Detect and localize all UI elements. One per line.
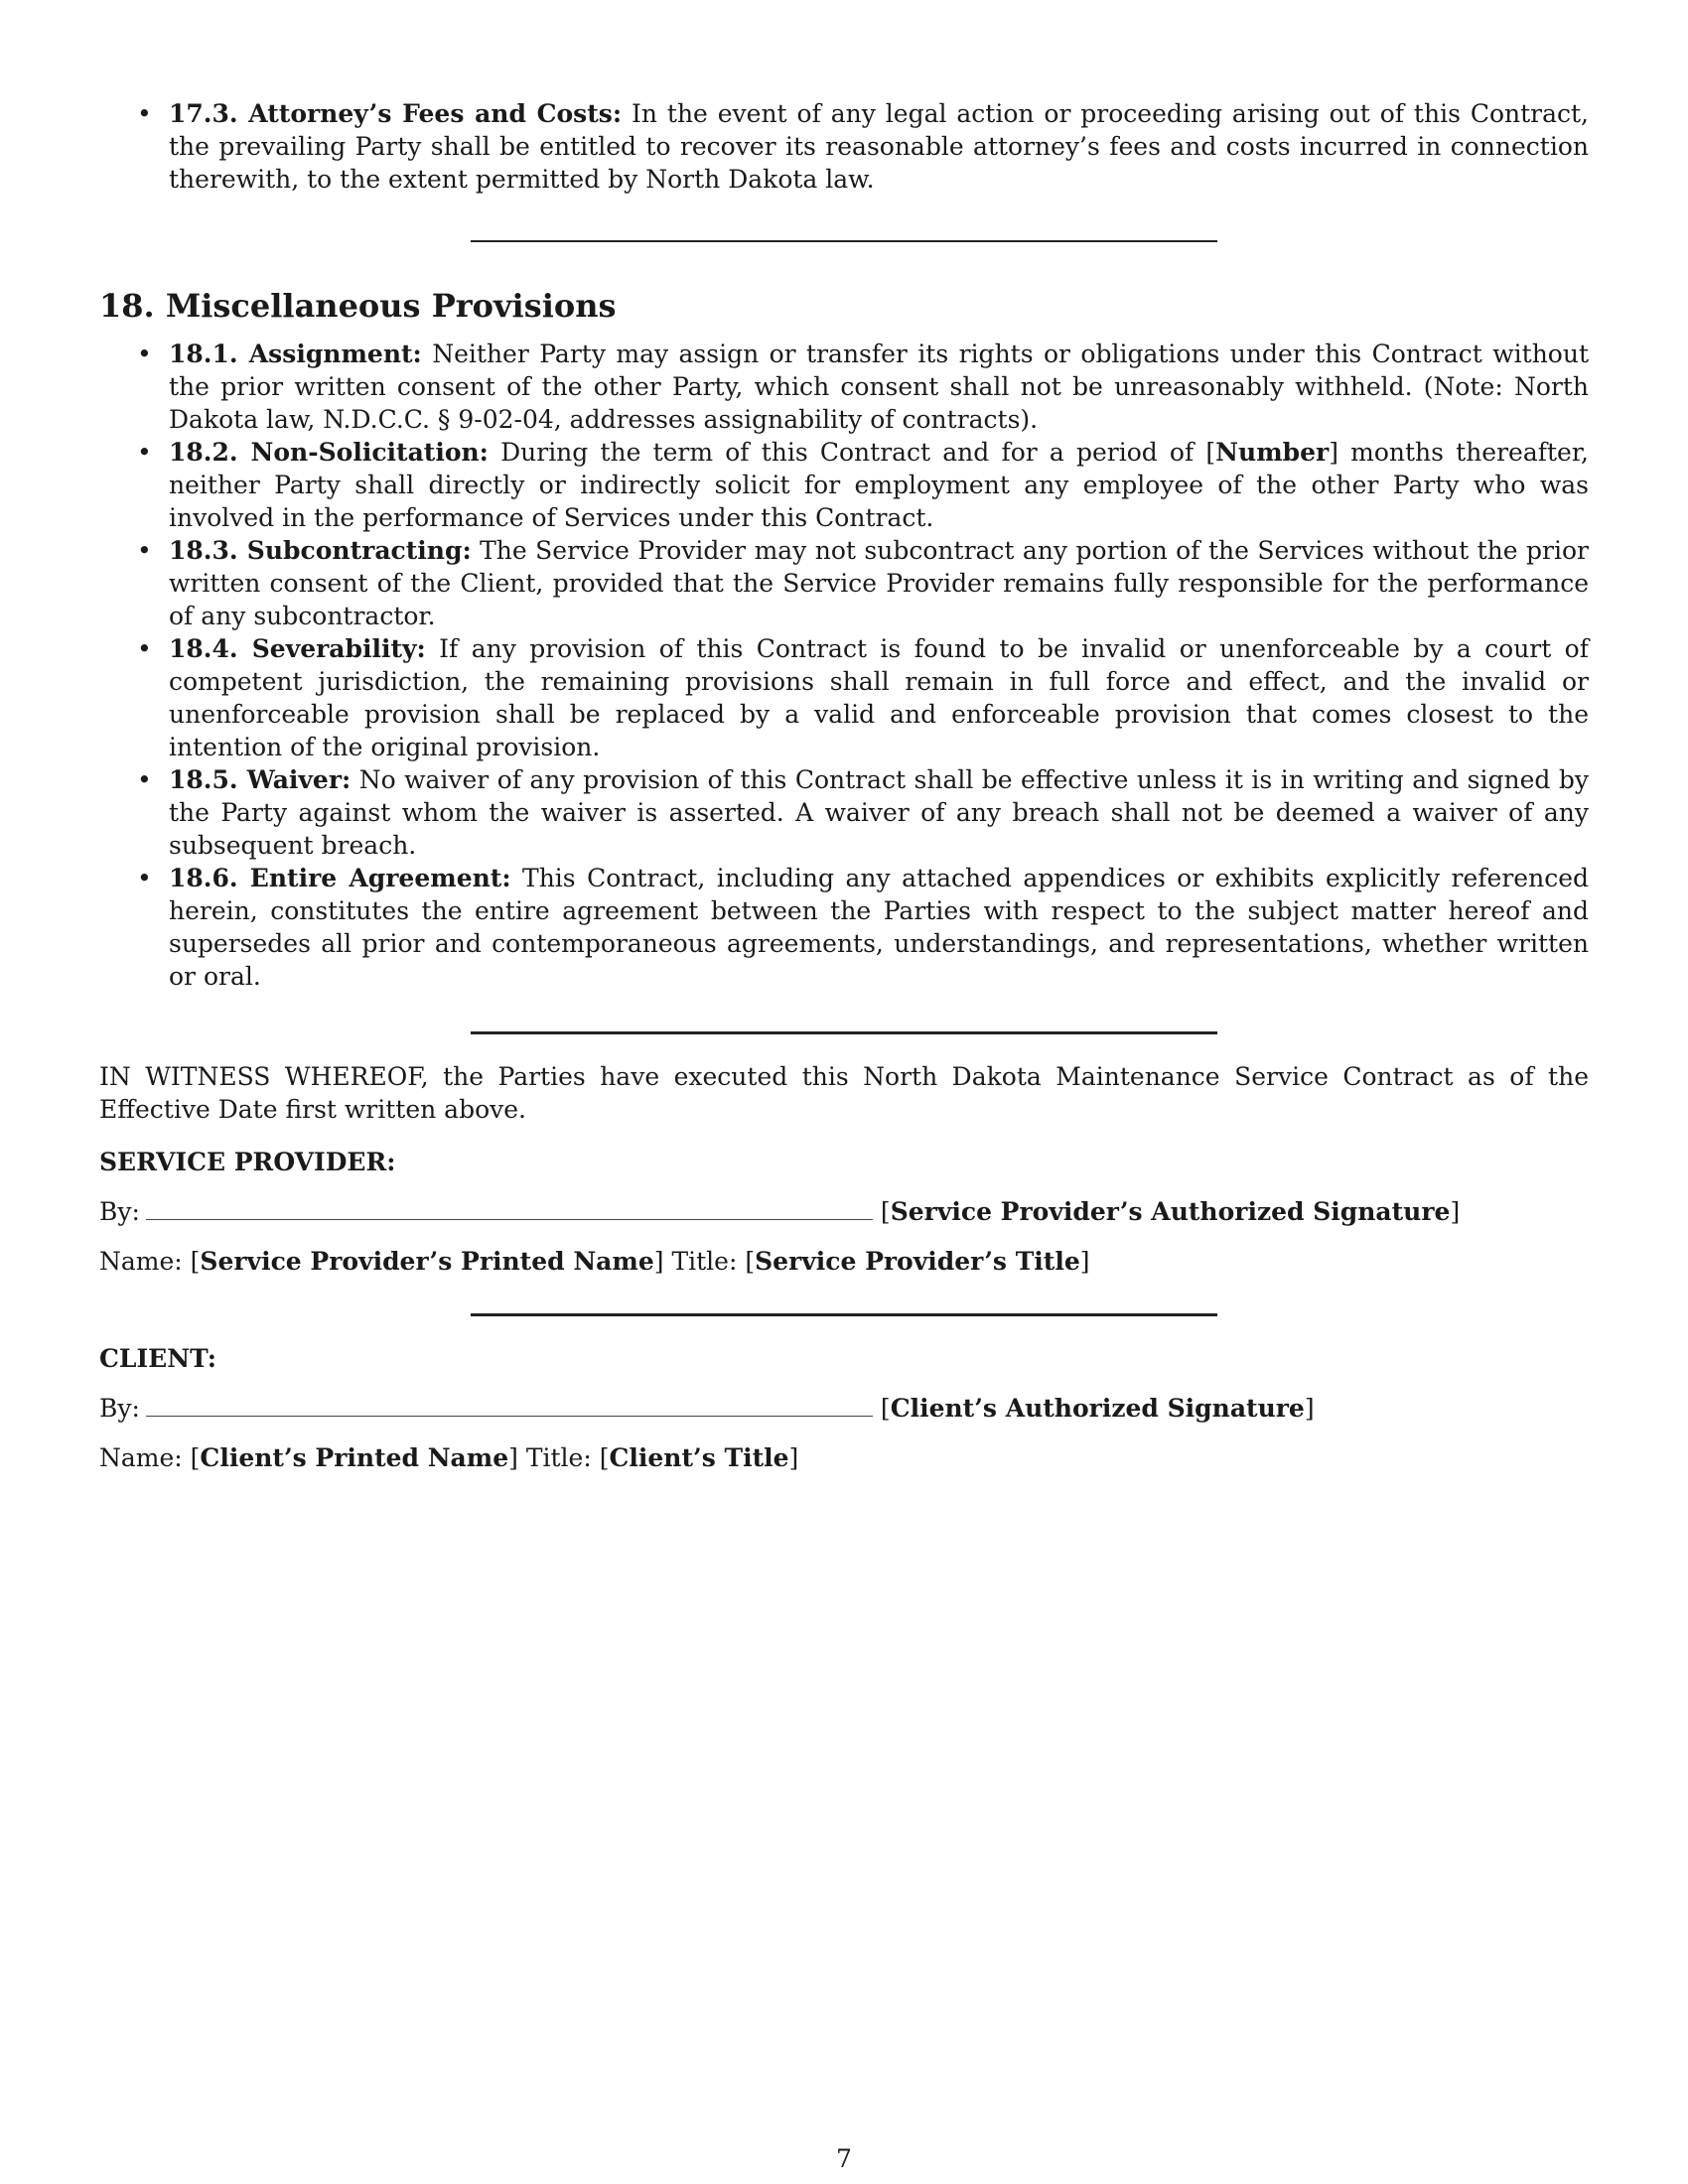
client-signature-line: By: [Client’s Authorized Signature] xyxy=(99,1394,1315,1423)
signature-placeholder: Service Provider’s Authorized Signature xyxy=(890,1197,1451,1226)
witness-statement: IN WITNESS WHEREOF, the Parties have executed this North Dakota Maintenance Service Contract as of the Effective Date first written above. xyxy=(99,1062,1589,1124)
title-label: Title: xyxy=(525,1443,592,1472)
clause-label: 18.6. Entire Agreement: xyxy=(169,864,511,892)
service-provider-heading: SERVICE PROVIDER: xyxy=(99,1148,396,1176)
section-heading-18: 18. Miscellaneous Provisions xyxy=(99,287,617,325)
signature-blank[interactable] xyxy=(146,1197,873,1220)
clause-text: If any provision of this Contract is found to be invalid or unenforceable by a court of competent jurisdiction, the remaining provisions shall remain in full force and effect, and the invalid or unenforceable provision shall be replaced by a valid and enforceable provision that comes closest to the intention of the original provision. xyxy=(169,634,1589,761)
by-label: By: xyxy=(99,1197,140,1226)
clause-text: In the event of any legal action or proceeding arising out of this Contract, the prevailing Party shall be entitled to recover its reasonable attorney’s fees and costs incurred in connection therewith, to the extent permitted by North Dakota law. xyxy=(169,99,1589,194)
section-divider xyxy=(471,240,1217,242)
clause-text: No waiver of any provision of this Contract shall be effective unless it is in writing and signed by the Party against whom the waiver is asserted. A waiver of any breach shall not be deemed a waiver of any subsequent breach. xyxy=(169,765,1589,860)
clause-list-18 xyxy=(99,338,1589,993)
client-name-line: Name: [Client’s Printed Name] Title: [Client’s Title] xyxy=(99,1443,799,1472)
clause-18-5 xyxy=(99,763,1589,862)
clause-18-1 xyxy=(99,338,1589,436)
title-label: Title: xyxy=(671,1247,738,1276)
clause-label: 17.3. Attorney’s Fees and Costs: xyxy=(169,99,623,128)
signature-placeholder: Client’s Authorized Signature xyxy=(890,1394,1305,1423)
clause-text: This Contract, including any attached appendices or exhibits explicitly referenced herein, constitutes the entire agreement between the Parties with respect to the subject matter hereof and supersedes all prior and contemporaneous agreements, understandings, and representations, whether written or oral. xyxy=(169,864,1589,991)
section-divider xyxy=(471,1313,1217,1316)
clause-label: 18.1. Assignment: xyxy=(169,340,422,368)
section-divider xyxy=(471,1031,1217,1034)
clause-18-4 xyxy=(99,632,1589,763)
clause-text: Neither Party may assign or transfer its rights or obligations under this Contract without the prior written consent of the other Party, which consent shall not be unreasonably withheld. (Note: North Dakota law, N.D.C.C. § 9-02-04, addresses assignability of contracts). xyxy=(169,340,1589,434)
name-placeholder: Client’s Printed Name xyxy=(200,1443,509,1472)
title-placeholder: Service Provider’s Title xyxy=(755,1247,1080,1276)
clause-label: 18.4. Severability: xyxy=(169,634,426,663)
name-label: Name: xyxy=(99,1443,183,1472)
number-placeholder: Number xyxy=(1215,438,1330,467)
clause-18-3 xyxy=(99,534,1589,632)
signature-blank[interactable] xyxy=(146,1394,873,1417)
name-label: Name: xyxy=(99,1247,183,1276)
clause-label: 18.3. Subcontracting: xyxy=(169,536,472,565)
by-label: By: xyxy=(99,1394,140,1423)
contract-page xyxy=(99,97,1589,1491)
service-provider-signature-line: By: [Service Provider’s Authorized Signature] xyxy=(99,1197,1461,1226)
name-placeholder: Service Provider’s Printed Name xyxy=(200,1247,654,1276)
title-placeholder: Client’s Title xyxy=(609,1443,789,1472)
service-provider-name-line: Name: [Service Provider’s Printed Name] Title: [Service Provider’s Title] xyxy=(99,1247,1090,1276)
clause-18-6 xyxy=(99,862,1589,993)
clause-text: ] months thereafter, neither Party shall directly or indirectly solicit for employment any employee of the other Party who was involved in the performance of Services under this Contract. xyxy=(169,438,1589,532)
page-number: 7 xyxy=(836,2144,852,2173)
clause-text: The Service Provider may not subcontract any portion of the Services without the prior written consent of the Client, provided that the Service Provider remains fully responsible for the performance of any subcontractor. xyxy=(169,536,1589,630)
clause-text: During the term of this Contract and for a period of [ xyxy=(488,438,1216,467)
clause-label: 18.5. Waiver: xyxy=(169,765,352,794)
clause-17-3 xyxy=(99,97,1589,196)
clause-label: 18.2. Non-Solicitation: xyxy=(169,438,489,467)
clause-18-2 xyxy=(99,436,1589,534)
client-heading: CLIENT: xyxy=(99,1344,217,1373)
clause-list-17 xyxy=(99,97,1589,196)
